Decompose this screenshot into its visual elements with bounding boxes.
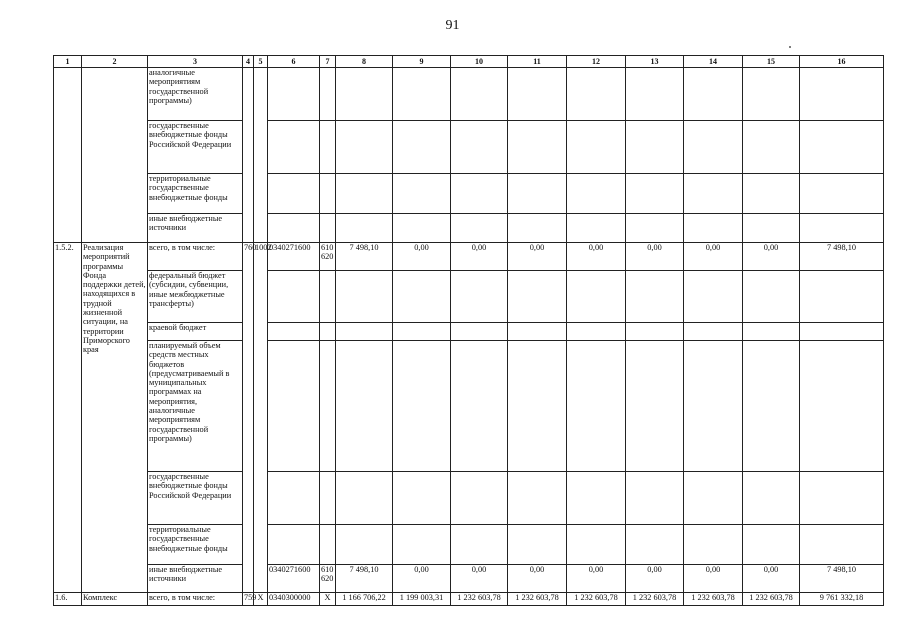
cell — [800, 121, 884, 174]
value-cell: 1 232 603,78 — [508, 593, 567, 606]
cell — [268, 174, 320, 214]
header-cell: 7 — [320, 56, 336, 68]
cell — [243, 68, 254, 243]
cell — [393, 174, 451, 214]
cell — [567, 525, 626, 565]
value-cell: 0,00 — [743, 565, 800, 593]
cell — [336, 525, 393, 565]
header-cell: 4 — [243, 56, 254, 68]
cell-c6: 0340300000 — [268, 593, 320, 606]
header-cell: 12 — [567, 56, 626, 68]
cell — [567, 472, 626, 525]
cell — [268, 271, 320, 323]
value-cell: 1 232 603,78 — [626, 593, 684, 606]
cell — [268, 68, 320, 121]
value-cell: 0,00 — [626, 565, 684, 593]
cell — [393, 214, 451, 243]
header-cell: 15 — [743, 56, 800, 68]
cell-num — [54, 68, 82, 243]
value-cell: 1 232 603,78 — [684, 593, 743, 606]
cell-c7: X — [320, 593, 336, 606]
cell — [743, 174, 800, 214]
value-cell: 0,00 — [451, 243, 508, 271]
cell — [508, 174, 567, 214]
cell — [684, 174, 743, 214]
table-row — [54, 565, 884, 593]
header-cell: 8 — [336, 56, 393, 68]
cell — [626, 121, 684, 174]
cell — [508, 214, 567, 243]
table-row — [54, 271, 884, 323]
cell — [393, 341, 451, 472]
cell — [684, 341, 743, 472]
source-label: иные внебюджетные источники — [148, 214, 243, 243]
table-row — [54, 243, 884, 271]
cell-name — [82, 68, 148, 243]
header-cell: 2 — [82, 56, 148, 68]
cell — [320, 323, 336, 341]
cell — [684, 271, 743, 323]
value-cell: 0,00 — [567, 243, 626, 271]
cell — [320, 472, 336, 525]
cell — [684, 68, 743, 121]
cell — [451, 68, 508, 121]
source-label: территориальные государственные внебюджетные фонды — [148, 174, 243, 214]
cell — [320, 214, 336, 243]
cell — [743, 68, 800, 121]
table-row — [54, 341, 884, 472]
table-row — [54, 593, 884, 606]
cell — [320, 271, 336, 323]
cell — [626, 68, 684, 121]
cell — [393, 323, 451, 341]
cell-c5: X — [254, 593, 268, 606]
source-label: государственные внебюджетные фонды Российской Федерации — [148, 472, 243, 525]
cell — [336, 121, 393, 174]
scan-dot — [789, 46, 791, 48]
item-number: 1.5.2. — [54, 243, 82, 593]
cell — [684, 472, 743, 525]
cell — [743, 341, 800, 472]
header-cell: 13 — [626, 56, 684, 68]
cell — [743, 271, 800, 323]
value-cell: 0,00 — [684, 565, 743, 593]
cell — [393, 68, 451, 121]
cell — [567, 341, 626, 472]
cell — [336, 341, 393, 472]
cell — [336, 214, 393, 243]
value-cell: 1 232 603,78 — [567, 593, 626, 606]
value-cell: 1 199 003,31 — [393, 593, 451, 606]
cell — [567, 68, 626, 121]
value-cell: 1 232 603,78 — [451, 593, 508, 606]
cell — [626, 174, 684, 214]
cell — [567, 214, 626, 243]
header-cell: 10 — [451, 56, 508, 68]
table-row — [54, 323, 884, 341]
source-label: аналогичные мероприятиям государственной программы) — [148, 68, 243, 121]
table-row — [54, 121, 884, 174]
value-cell: 7 498,10 — [336, 243, 393, 271]
cell-c6: 0340271600 — [268, 243, 320, 271]
cell — [684, 323, 743, 341]
value-cell: 0,00 — [451, 565, 508, 593]
cell — [743, 121, 800, 174]
cell — [567, 174, 626, 214]
table-row — [54, 472, 884, 525]
source-label: краевой бюджет — [148, 323, 243, 341]
budget-table — [53, 55, 884, 606]
value-cell: 9 761 332,18 — [800, 593, 884, 606]
cell — [567, 323, 626, 341]
cell — [800, 174, 884, 214]
header-cell: 1 — [54, 56, 82, 68]
cell-c4: 760 — [243, 243, 254, 593]
value-cell: 0,00 — [684, 243, 743, 271]
cell — [684, 214, 743, 243]
cell — [451, 174, 508, 214]
cell — [567, 271, 626, 323]
cell — [451, 323, 508, 341]
cell-c4: 759 — [243, 593, 254, 606]
cell — [268, 472, 320, 525]
cell — [800, 525, 884, 565]
cell — [320, 174, 336, 214]
cell — [451, 214, 508, 243]
header-cell: 14 — [684, 56, 743, 68]
page-number: 91 — [445, 18, 460, 33]
value-cell: 0,00 — [508, 565, 567, 593]
cell — [508, 341, 567, 472]
cell — [743, 214, 800, 243]
cell — [684, 121, 743, 174]
header-cell: 9 — [393, 56, 451, 68]
cell — [800, 472, 884, 525]
cell — [800, 214, 884, 243]
cell-c5: 1002 — [254, 243, 268, 593]
value-cell: 0,00 — [508, 243, 567, 271]
value-cell: 7 498,10 — [336, 565, 393, 593]
cell — [567, 121, 626, 174]
header-cell: 16 — [800, 56, 884, 68]
cell — [320, 525, 336, 565]
cell — [508, 121, 567, 174]
cell — [508, 323, 567, 341]
source-label: всего, в том числе: — [148, 243, 243, 271]
value-cell: 0,00 — [393, 565, 451, 593]
source-label: всего, в том числе: — [148, 593, 243, 606]
value-cell: 1 232 603,78 — [743, 593, 800, 606]
cell — [684, 525, 743, 565]
cell-c7: 610 620 — [320, 565, 336, 593]
cell — [268, 525, 320, 565]
cell — [800, 271, 884, 323]
cell — [626, 525, 684, 565]
source-label: государственные внебюджетные фонды Российской Федерации — [148, 121, 243, 174]
header-cell: 3 — [148, 56, 243, 68]
cell — [320, 121, 336, 174]
value-cell: 0,00 — [626, 243, 684, 271]
cell — [743, 472, 800, 525]
table-row — [54, 214, 884, 243]
cell — [800, 341, 884, 472]
cell — [268, 323, 320, 341]
value-cell: 0,00 — [393, 243, 451, 271]
cell — [626, 214, 684, 243]
value-cell: 0,00 — [567, 565, 626, 593]
header-cell: 5 — [254, 56, 268, 68]
cell — [336, 174, 393, 214]
cell — [336, 472, 393, 525]
item-name: Реализация мероприятий программы Фонда поддержки детей, находящихся в трудной жизненной ситуации, на территории Приморского края — [82, 243, 148, 593]
cell — [508, 525, 567, 565]
source-label: иные внебюджетные источники — [148, 565, 243, 593]
cell — [508, 68, 567, 121]
cell-c7: 610 620 — [320, 243, 336, 271]
table-row — [54, 68, 884, 121]
value-cell: 1 166 706,22 — [336, 593, 393, 606]
cell — [320, 68, 336, 121]
cell — [743, 525, 800, 565]
cell — [508, 271, 567, 323]
cell — [626, 472, 684, 525]
cell — [254, 68, 268, 243]
source-label: федеральный бюджет (субсидии, субвенции, иные межбюджетные трансферты) — [148, 271, 243, 323]
source-label: планируемый объем средств местных бюджетов (предусматриваемый в муниципальных программах на мероприятия, аналогичные мероприятиям государственной программы) — [148, 341, 243, 472]
value-cell: 7 498,10 — [800, 565, 884, 593]
item-name: Комплекс — [82, 593, 148, 606]
cell — [336, 323, 393, 341]
header-cell: 6 — [268, 56, 320, 68]
cell-c6: 0340271600 — [268, 565, 320, 593]
cell — [626, 271, 684, 323]
cell — [393, 472, 451, 525]
cell — [451, 525, 508, 565]
cell — [451, 472, 508, 525]
cell — [393, 121, 451, 174]
cell — [800, 323, 884, 341]
cell — [451, 341, 508, 472]
value-cell: 0,00 — [743, 243, 800, 271]
cell — [393, 271, 451, 323]
header-row — [54, 56, 884, 68]
cell — [320, 341, 336, 472]
item-number: 1.6. — [54, 593, 82, 606]
cell — [626, 323, 684, 341]
cell — [626, 341, 684, 472]
value-cell: 7 498,10 — [800, 243, 884, 271]
cell — [451, 121, 508, 174]
cell — [743, 323, 800, 341]
cell — [336, 68, 393, 121]
table-row — [54, 174, 884, 214]
cell — [336, 271, 393, 323]
cell — [393, 525, 451, 565]
cell — [268, 341, 320, 472]
cell — [800, 68, 884, 121]
cell — [268, 121, 320, 174]
cell — [268, 214, 320, 243]
header-cell: 11 — [508, 56, 567, 68]
cell — [451, 271, 508, 323]
table-row — [54, 525, 884, 565]
cell — [508, 472, 567, 525]
source-label: территориальные государственные внебюджетные фонды — [148, 525, 243, 565]
